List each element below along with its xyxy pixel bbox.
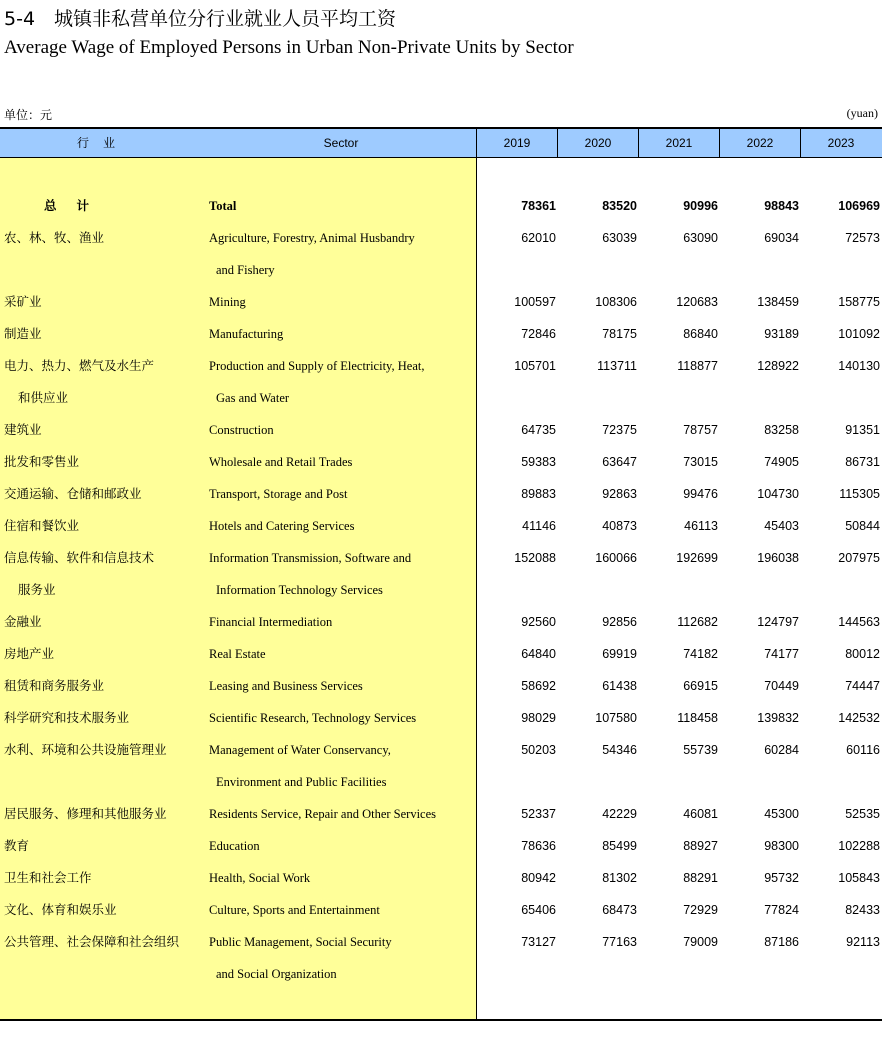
sector-name-en: Manufacturing	[209, 327, 284, 341]
sector-name-zh: 交通运输、仓储和邮政业	[4, 486, 142, 501]
table-row	[0, 254, 882, 286]
wage-value: 72846	[521, 327, 556, 341]
wage-value: 140130	[838, 359, 880, 373]
wage-value: 128922	[757, 359, 799, 373]
sector-name-zh: 租赁和商务服务业	[4, 678, 105, 693]
wage-value: 83258	[764, 423, 799, 437]
wage-value: 59383	[521, 455, 556, 469]
wage-value: 207975	[838, 551, 880, 565]
table-bottom-rule	[0, 1019, 882, 1021]
wage-value: 90996	[683, 199, 718, 213]
wage-value: 112682	[677, 615, 718, 629]
sector-name-zh: 和供应业	[18, 390, 69, 405]
wage-value: 118458	[677, 711, 718, 725]
table-row	[0, 478, 882, 510]
sector-name-en: and Social Organization	[216, 967, 337, 981]
table-header	[0, 127, 882, 158]
wage-value: 105701	[514, 359, 556, 373]
wage-value: 192699	[676, 551, 718, 565]
sector-name-zh: 电力、热力、燃气及水生产	[4, 358, 155, 373]
sector-name-en: Hotels and Catering Services	[209, 519, 355, 533]
wage-value: 63090	[683, 231, 718, 245]
wage-value: 69919	[602, 647, 637, 661]
wage-value: 91351	[845, 423, 880, 437]
sector-name-en: Wholesale and Retail Trades	[209, 455, 353, 469]
sector-name-en: Information Transmission, Software and	[209, 551, 412, 565]
wage-value: 78757	[683, 423, 718, 437]
wage-value: 144563	[838, 615, 880, 629]
wage-value: 98029	[521, 711, 556, 725]
header-sector-zh: 行业	[76, 136, 129, 150]
sector-name-zh: 房地产业	[4, 646, 55, 661]
table-row	[0, 862, 882, 894]
wage-value: 42229	[602, 807, 637, 821]
sector-name-zh: 文化、体育和娱乐业	[4, 902, 117, 917]
sector-name-zh: 水利、环境和公共设施管理业	[4, 742, 167, 757]
sector-name-zh: 居民服务、修理和其他服务业	[4, 806, 167, 821]
wage-value: 139832	[757, 711, 799, 725]
wage-value: 73127	[521, 935, 556, 949]
wage-value: 68473	[602, 903, 637, 917]
sector-name-en: Financial Intermediation	[209, 615, 333, 629]
table-row	[0, 830, 882, 862]
wage-value: 41146	[522, 519, 556, 533]
wage-value: 105843	[838, 871, 880, 885]
wage-value: 45403	[764, 519, 799, 533]
wage-value: 102288	[838, 839, 880, 853]
wage-value: 160066	[595, 551, 637, 565]
sector-name-en: Information Technology Services	[216, 583, 383, 597]
wage-value: 74177	[764, 647, 799, 661]
sector-name-zh: 教育	[4, 838, 30, 853]
wage-value: 63039	[602, 231, 637, 245]
wage-value: 118877	[677, 359, 718, 373]
wage-value: 74447	[845, 679, 880, 693]
table-title-en: Average Wage of Employed Persons in Urban Non-Private Units by Sector	[4, 37, 574, 58]
wage-value: 98843	[764, 199, 799, 213]
sector-name-en: Production and Supply of Electricity, Heat,	[209, 359, 425, 373]
sector-name-en: Construction	[209, 423, 274, 437]
wage-value: 92856	[602, 615, 637, 629]
wage-value: 64840	[521, 647, 556, 661]
table-row	[0, 190, 882, 222]
wage-value: 77824	[764, 903, 799, 917]
wage-value: 78361	[521, 199, 556, 213]
wage-value: 66915	[683, 679, 718, 693]
sector-name-en: Total	[209, 199, 237, 213]
header-year: 2021	[638, 129, 719, 158]
sector-name-zh: 信息传输、软件和信息技术	[4, 550, 155, 565]
wage-value: 92113	[846, 935, 880, 949]
table-row	[0, 350, 882, 382]
table-row	[0, 414, 882, 446]
wage-value: 81302	[602, 871, 637, 885]
sector-name-zh: 科学研究和技术服务业	[4, 710, 130, 725]
wage-value: 50844	[845, 519, 880, 533]
wage-value: 64735	[521, 423, 556, 437]
wage-value: 95732	[764, 871, 799, 885]
wage-value: 83520	[602, 199, 637, 213]
sector-name-zh: 服务业	[18, 582, 56, 597]
table-row	[0, 734, 882, 766]
sector-name-en: Gas and Water	[216, 391, 290, 405]
wage-value: 52337	[521, 807, 556, 821]
wage-value: 85499	[602, 839, 637, 853]
wage-value: 100597	[514, 295, 556, 309]
table-row	[0, 318, 882, 350]
sector-name-zh: 采矿业	[4, 294, 42, 309]
sector-name-en: Leasing and Business Services	[209, 679, 363, 693]
wage-value: 79009	[683, 935, 718, 949]
table-title-zh: 5-4 城镇非私营单位分行业就业人员平均工资	[4, 8, 397, 30]
table-row	[0, 766, 882, 798]
header-year: 2019	[476, 129, 557, 158]
wage-value: 60284	[764, 743, 799, 757]
wage-value: 88291	[683, 871, 718, 885]
wage-value: 63647	[602, 455, 637, 469]
sector-name-en: Management of Water Conservancy,	[209, 743, 391, 757]
sector-name-en: Agriculture, Forestry, Animal Husbandry	[209, 231, 415, 245]
wage-value: 78636	[521, 839, 556, 853]
wage-value: 93189	[764, 327, 799, 341]
table-row	[0, 638, 882, 670]
table-row	[0, 446, 882, 478]
wage-value: 45300	[764, 807, 799, 821]
sector-name-en: Public Management, Social Security	[209, 935, 392, 949]
wage-value: 92863	[602, 487, 637, 501]
wage-value: 82433	[845, 903, 880, 917]
sector-name-zh: 金融业	[4, 614, 42, 629]
wage-value: 101092	[838, 327, 880, 341]
wage-value: 158775	[838, 295, 880, 309]
wage-value: 99476	[683, 487, 718, 501]
sector-name-zh: 总计	[44, 198, 110, 213]
sector-name-en: Health, Social Work	[209, 871, 311, 885]
table-row	[0, 510, 882, 542]
header-sector-en: Sector	[323, 136, 359, 150]
wage-value: 55739	[683, 743, 718, 757]
wage-value: 60116	[846, 743, 880, 757]
wage-value: 74182	[683, 647, 718, 661]
table-row	[0, 894, 882, 926]
wage-value: 58692	[521, 679, 556, 693]
sector-name-en: Education	[209, 839, 260, 853]
sector-name-zh: 公共管理、社会保障和社会组织	[4, 934, 180, 949]
wage-value: 115305	[839, 487, 880, 501]
wage-value: 86840	[683, 327, 718, 341]
sector-name-en: and Fishery	[216, 263, 275, 277]
sector-name-zh: 卫生和社会工作	[4, 870, 92, 885]
wage-value: 61438	[602, 679, 637, 693]
sector-name-zh: 建筑业	[4, 422, 42, 437]
wage-value: 120683	[676, 295, 718, 309]
table-row	[0, 798, 882, 830]
table-row	[0, 542, 882, 574]
sector-name-en: Mining	[209, 295, 246, 309]
table-row	[0, 958, 882, 990]
wage-value: 142532	[838, 711, 880, 725]
table-row	[0, 382, 882, 414]
wage-value: 87186	[764, 935, 799, 949]
wage-value: 50203	[521, 743, 556, 757]
wage-value: 52535	[845, 807, 880, 821]
table-row	[0, 222, 882, 254]
sector-name-zh: 农、林、牧、渔业	[4, 230, 105, 245]
sector-name-zh: 制造业	[4, 326, 42, 341]
wage-value: 40873	[602, 519, 637, 533]
header-year: 2022	[719, 129, 800, 158]
wage-value: 69034	[764, 231, 799, 245]
wage-value: 124797	[757, 615, 799, 629]
wage-value: 106969	[838, 199, 880, 213]
sector-name-zh: 住宿和餐饮业	[4, 518, 80, 533]
wage-value: 89883	[521, 487, 556, 501]
sector-name-zh: 批发和零售业	[4, 454, 80, 469]
wage-value: 74905	[764, 455, 799, 469]
wage-value: 80942	[521, 871, 556, 885]
wage-value: 88927	[683, 839, 718, 853]
sector-name-en: Environment and Public Facilities	[216, 775, 387, 789]
wage-value: 196038	[757, 551, 799, 565]
header-year: 2023	[800, 129, 881, 158]
wage-value: 92560	[521, 615, 556, 629]
wage-value: 98300	[764, 839, 799, 853]
table-row	[0, 670, 882, 702]
wage-value: 152088	[514, 551, 556, 565]
wage-value: 73015	[683, 455, 718, 469]
unit-label-en: (yuan)	[846, 106, 878, 120]
table-row	[0, 574, 882, 606]
wage-value: 62010	[521, 231, 556, 245]
wage-value: 80012	[845, 647, 880, 661]
sector-name-en: Culture, Sports and Entertainment	[209, 903, 380, 917]
unit-label-zh: 单位：元	[4, 108, 53, 122]
wage-value: 86731	[845, 455, 880, 469]
table-row	[0, 702, 882, 734]
wage-value: 72573	[845, 231, 880, 245]
wage-value: 70449	[764, 679, 799, 693]
wage-value: 138459	[757, 295, 799, 309]
wage-value: 46113	[684, 519, 718, 533]
wage-value: 113711	[597, 359, 637, 373]
wage-value: 72375	[602, 423, 637, 437]
wage-value: 72929	[683, 903, 718, 917]
wage-value: 54346	[602, 743, 637, 757]
sector-name-en: Real Estate	[209, 647, 266, 661]
sector-name-en: Scientific Research, Technology Services	[209, 711, 417, 725]
table-row	[0, 926, 882, 958]
wage-value: 46081	[683, 807, 718, 821]
sector-name-en: Residents Service, Repair and Other Services	[209, 807, 437, 821]
wage-value: 104730	[757, 487, 799, 501]
table-row	[0, 606, 882, 638]
wage-value: 77163	[602, 935, 637, 949]
wage-value: 65406	[521, 903, 556, 917]
sector-name-en: Transport, Storage and Post	[209, 487, 348, 501]
header-year: 2020	[557, 129, 638, 158]
wage-value: 78175	[602, 327, 637, 341]
wage-value: 108306	[595, 295, 637, 309]
wage-value: 107580	[595, 711, 637, 725]
table-row	[0, 286, 882, 318]
